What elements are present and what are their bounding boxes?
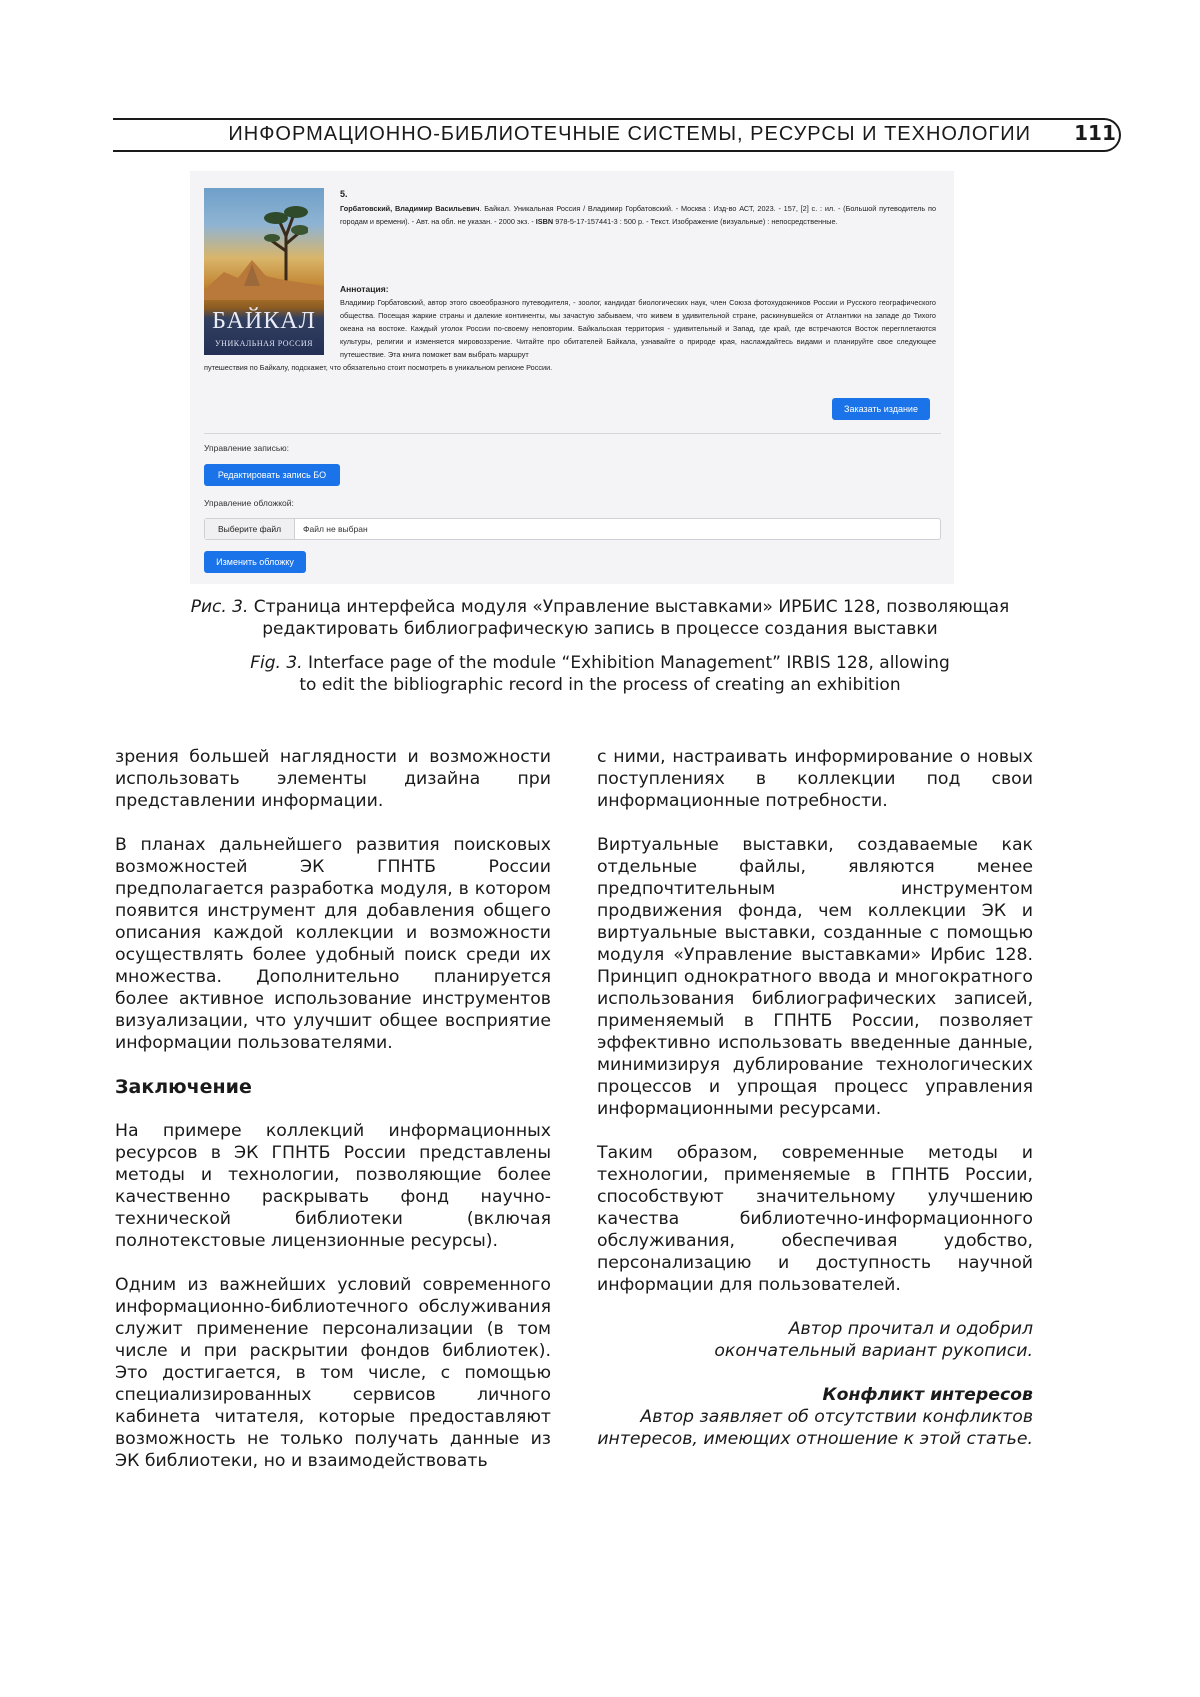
island-illustration-icon — [204, 250, 324, 300]
choose-file-button[interactable]: Выберите файл — [205, 519, 295, 539]
page-number: 111 — [1073, 121, 1117, 145]
section-divider — [204, 433, 941, 434]
annotation-text: Владимир Горбатовский, автор этого своеобразного путеводителя, - зоолог, кандидат биологических наук, член Союза фотохудожников России и Русского географического общества. Посещая жаркие страны и далекие континенты, мы зачастую забываем, что живем в удивительной стране, раскинувшейся от Атлантики на западе до Тихого океана на востоке. Каждый уголок России по-своему неповторим. Байкальская территория - удивительный и Запад, где край, где встречаются Восток перегплетаются культуры, религии и изменяется мировоззрение. Читайте про обитателей Байкала, узнавайте о природе края, наслаждайтесь видами и планируйте свое следующее путешествие. Эта книга поможет вам выбрать маршрут — [340, 296, 936, 361]
annotation-label: Аннотация: — [340, 284, 389, 294]
conflict-line: Автор заявляет об отсутствии конфликтов — [640, 1407, 1033, 1427]
paragraph: На примере коллекций информационных ресурсов в ЭК ГПНТБ России представлены методы и технологии, позволяющие более качественно раскрывать фонд научно-технической библиотеки (включая полнотекстовые лицензионные ресурсы). — [115, 1120, 551, 1252]
record-management-label: Управление записью: — [204, 443, 289, 453]
record-isbn-label: ISBN — [536, 217, 553, 226]
header-rule-bottom — [113, 150, 1073, 152]
edit-record-button[interactable]: Редактировать запись БО — [204, 464, 340, 486]
caption-ru — [150, 596, 1050, 640]
header-rule-top — [113, 118, 1073, 120]
annotation-text-tail: путешествия по Байкалу, подскажет, что обязательно стоит посмотреть в уникальном регионе России. — [204, 361, 934, 374]
cover-title: БАЙКАЛ — [204, 308, 324, 335]
caption-en-line1: Interface page of the module “Exhibition Management” IRBIS 128, allowing — [303, 653, 950, 673]
paragraph: Виртуальные выставки, создаваемые как отдельные файлы, являются менее предпочтительным инструментом продвижения фонда, чем коллекции ЭК и виртуальные выставки, созданные с помощью модуля «Управление выставками» Ирбис 128. Принцип однократного ввода и многократного использования библиографических записей, применяемый в ГПНТБ России, позволяет эффективно использовать введенные данные, минимизируя дублирование технологических процессов и упрощая процесс управления информационными ресурсами. — [597, 834, 1033, 1120]
running-header — [113, 116, 1123, 152]
change-cover-button[interactable]: Изменить обложку — [204, 551, 306, 573]
caption-ru-line2: редактировать библиографическую запись в процессе создания выставки — [262, 619, 937, 639]
record-body-end: 978-5-17-157441-3 : 500 р. - Текст. Изображение (визуальные) : непосредственные. — [553, 217, 837, 226]
order-edition-button[interactable]: Заказать издание — [832, 398, 930, 420]
file-status-text: Файл не выбран — [303, 519, 368, 539]
caption-en — [150, 652, 1050, 696]
conflict-of-interest-note — [597, 1384, 1033, 1450]
record-description — [340, 202, 936, 228]
paragraph: Таким образом, современные методы и технологии, применяемые в ГПНТБ России, способствуют значительному улучшению качества библиотечно-информационного обслуживания, обеспечивая удобство, персонализацию и доступность научной информации для пользователей. — [597, 1142, 1033, 1296]
cover-file-input[interactable] — [204, 518, 941, 540]
book-cover-image — [204, 188, 324, 355]
cover-management-label: Управление обложкой: — [204, 498, 294, 508]
conflict-line: интересов, имеющих отношение к этой статье. — [597, 1429, 1033, 1449]
cover-subtitle: УНИКАЛЬНАЯ РОССИЯ — [204, 339, 324, 348]
paragraph: с ними, настраивать информирование о новых поступлениях в коллекции под свои информационные потребности. — [597, 746, 1033, 812]
record-author: Горбатовский, Владимир Васильевич — [340, 204, 479, 213]
paragraph: зрения большей наглядности и возможности использовать элементы дизайна при представлении информации. — [115, 746, 551, 812]
approval-note — [597, 1318, 1033, 1362]
section-heading: Заключение — [115, 1076, 551, 1098]
caption-ru-label: Рис. 3. — [191, 597, 249, 617]
section-title: ИНФОРМАЦИОННО-БИБЛИОТЕЧНЫЕ СИСТЕМЫ, РЕСУРСЫ И ТЕХНОЛОГИИ — [228, 123, 1031, 146]
right-column — [597, 746, 1033, 1472]
figure-screenshot — [190, 171, 954, 584]
caption-en-label: Fig. 3. — [250, 653, 302, 673]
left-column — [115, 746, 551, 1494]
approval-line: Автор прочитал и одобрил — [789, 1319, 1033, 1339]
caption-ru-line1: Страница интерфейса модуля «Управление выставками» ИРБИС 128, позволяющая — [248, 597, 1009, 617]
conflict-heading: Конфликт интересов — [822, 1385, 1033, 1405]
record-body: . Байкал. Уникальная Россия / Владимир Горбатовский. - Москва : Изд-во АСТ, 2023. - 157, [2] с. : ил. - (Большой путеводитель по городам и времени). - Авт. на обл. не указан. - 2000 экз. - — [340, 204, 936, 226]
paragraph: В планах дальнейшего развития поисковых возможностей ЭК ГПНТБ России предполагается разработка модуля, в котором появится инструмент для добавления общего описания каждой коллекции и возможности осуществлять более удобный поиск среди их множества. Дополнительно планируется более активное использование инструментов визуализации, что улучшит общее восприятие информации пользователями. — [115, 834, 551, 1054]
approval-line: окончательный вариант рукописи. — [714, 1341, 1033, 1361]
caption-en-line2: to edit the bibliographic record in the process of creating an exhibition — [299, 675, 900, 695]
paragraph: Одним из важнейших условий современного информационно-библиотечного обслуживания служит применение персонализации (в том числе и при раскрытии фондов библиотек). Это достигается, в том числе, с помощью специализированных сервисов личного кабинета читателя, которые предоставляют возможность не только получать данные из ЭК библиотеки, но и взаимодействовать — [115, 1274, 551, 1472]
record-number: 5. — [340, 189, 348, 199]
